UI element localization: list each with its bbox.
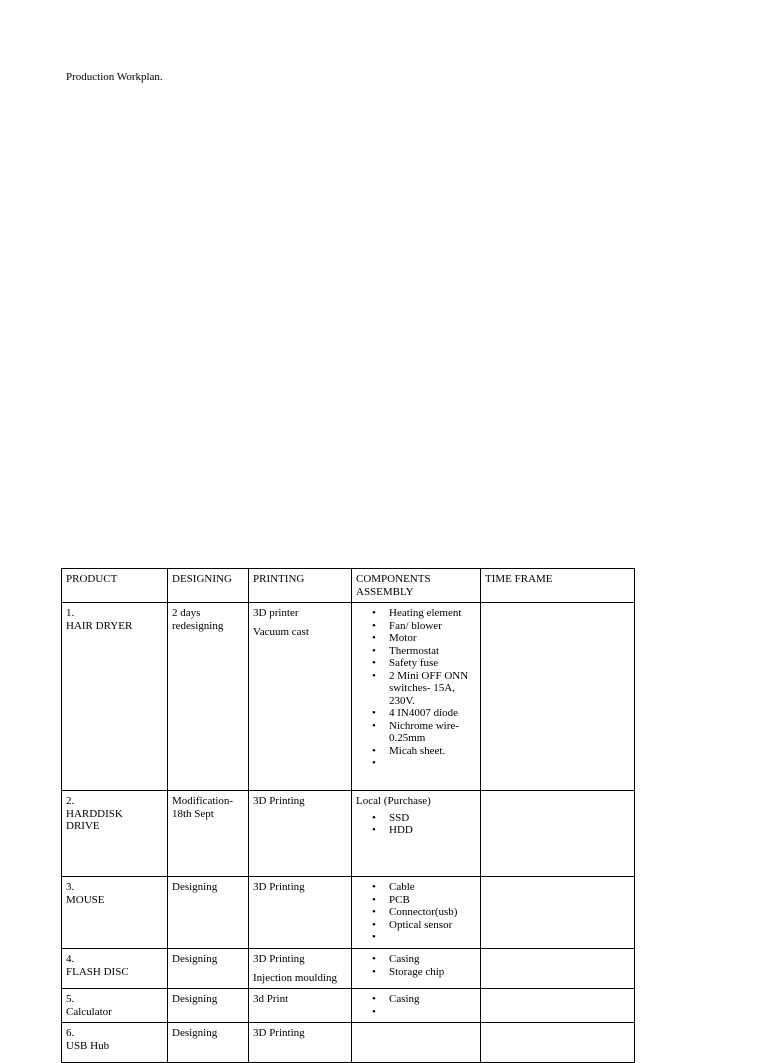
table-header-row [62,569,635,603]
row-number: 3. [66,881,75,893]
product-name: Calculator [66,1005,112,1018]
product-name: MOUSE [66,893,105,906]
component-item: • Motor [389,632,476,645]
component-item: • Safety fuse [389,657,476,670]
table-row [62,791,635,877]
row-number: 2. [66,795,75,807]
cell-time-frame [481,1023,635,1063]
component-item: • Fan/ blower [389,620,476,633]
cell-designing: 2 days redesigning [168,603,249,791]
component-item: • SSD [389,812,476,825]
cell-designing: Modification- 18th Sept [168,791,249,877]
product-name: HARDDISK DRIVE [66,807,123,832]
component-item: • Heating element [389,607,476,620]
components-list [356,812,476,837]
components-note: Local (Purchase) [356,795,431,807]
product-name: FLASH DISC [66,965,129,978]
component-item: • Nichrome wire- 0.25mm [389,720,476,745]
row-number: 1. [66,607,75,619]
cell-designing: Designing [168,1023,249,1063]
component-item: • 4 IN4007 diode [389,707,476,720]
cell-components [352,989,481,1023]
cell-components [352,1023,481,1063]
cell-time-frame [481,603,635,791]
table-row [62,603,635,791]
cell-product [62,989,168,1023]
cell-time-frame [481,989,635,1023]
printing-method: 3D Printing [253,953,305,965]
printing-method: 3D Printing [253,1027,305,1039]
cell-product [62,603,168,791]
table-row [62,1023,635,1063]
cell-designing: Designing [168,989,249,1023]
cell-printing [249,1023,352,1063]
printing-method: 3D Printing [253,795,305,807]
printing-method: 3D Printing [253,881,305,893]
printing-method: Vacuum cast [253,625,309,638]
header-time-frame: TIME FRAME [481,569,635,603]
cell-product [62,1023,168,1063]
row-number: 4. [66,953,75,965]
table-row [62,989,635,1023]
table-row [62,949,635,989]
cell-printing [249,791,352,877]
cell-time-frame [481,949,635,989]
cell-printing [249,877,352,949]
header-designing: DESIGNING [168,569,249,603]
component-item: • Casing [389,993,476,1006]
printing-method: 3D printer [253,607,299,619]
row-number: 5. [66,993,75,1005]
components-list [356,881,476,944]
header-components-assembly: COMPONENTS ASSEMBLY [352,569,481,603]
component-item: • Micah sheet. [389,745,476,758]
cell-time-frame [481,877,635,949]
cell-printing [249,949,352,989]
document-title: Production Workplan. [66,71,163,83]
printing-method: Injection moulding [253,971,338,984]
header-printing: PRINTING [249,569,352,603]
component-item: • Optical sensor [389,919,476,932]
components-list [356,953,476,978]
cell-product [62,791,168,877]
row-number: 6. [66,1027,75,1039]
component-item: • Thermostat [389,645,476,658]
cell-printing [249,989,352,1023]
cell-product [62,949,168,989]
printing-method: 3d Print [253,993,289,1005]
component-item: • Casing [389,953,476,966]
component-item [389,757,476,770]
cell-designing: Designing [168,949,249,989]
cell-components [352,791,481,877]
header-product: PRODUCT [62,569,168,603]
production-workplan-table [61,568,635,1063]
cell-printing [249,603,352,791]
component-item: • HDD [389,824,476,837]
cell-components [352,603,481,791]
product-name: USB Hub [66,1039,110,1052]
cell-product [62,877,168,949]
component-item [389,931,476,944]
product-name: HAIR DRYER [66,619,133,632]
component-item: • PCB [389,894,476,907]
cell-designing: Designing [168,877,249,949]
component-item: • Storage chip [389,966,476,979]
components-list [356,607,476,770]
component-item: • 2 Mini OFF ONN switches- 15A, 230V. [389,670,476,708]
cell-components [352,949,481,989]
component-item: • Cable [389,881,476,894]
table-row [62,877,635,949]
component-item: • Connector(usb) [389,906,476,919]
cell-time-frame [481,791,635,877]
cell-components [352,877,481,949]
component-item [389,1006,476,1019]
components-list [356,993,476,1018]
